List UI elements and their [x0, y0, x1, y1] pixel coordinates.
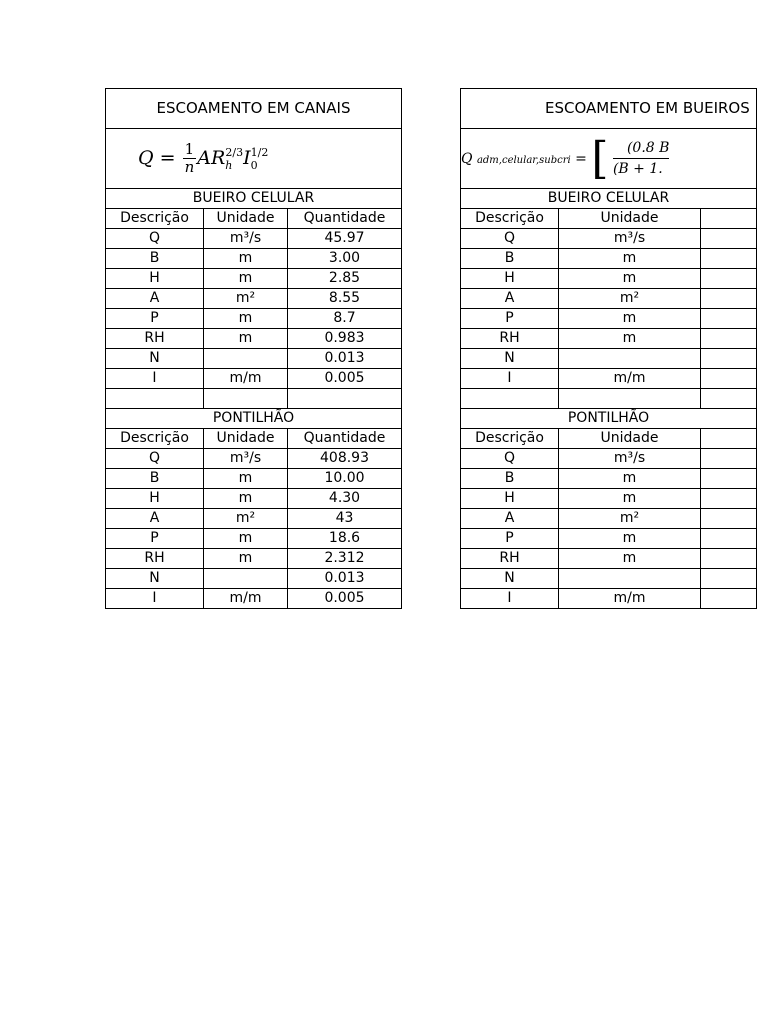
cell-quantidade[interactable] — [701, 269, 757, 289]
cell-descricao[interactable]: Q — [106, 449, 204, 469]
empty-cell[interactable] — [106, 389, 204, 409]
cell-descricao[interactable]: H — [461, 489, 559, 509]
empty-cell[interactable] — [559, 389, 701, 409]
cell-unidade[interactable]: m — [204, 269, 288, 289]
cell-unidade[interactable]: m — [204, 549, 288, 569]
table-row — [461, 449, 757, 469]
cell-unidade[interactable]: m — [204, 489, 288, 509]
cell-descricao[interactable]: RH — [461, 549, 559, 569]
cell-unidade[interactable]: m³/s — [204, 229, 288, 249]
table-row — [106, 449, 402, 469]
cell-descricao[interactable]: H — [106, 489, 204, 509]
cell-descricao[interactable]: P — [106, 529, 204, 549]
cell-quantidade[interactable] — [701, 589, 757, 609]
table-row — [106, 289, 402, 309]
cell-quantidade[interactable]: 2.85 — [288, 269, 402, 289]
cell-quantidade[interactable]: 0.013 — [288, 569, 402, 589]
table-row — [106, 569, 402, 589]
blank-row — [461, 389, 757, 409]
cell-unidade[interactable]: m³/s — [204, 449, 288, 469]
column-header[interactable]: Descrição — [106, 429, 204, 449]
column-header[interactable]: Unidade — [204, 429, 288, 449]
table-row — [106, 469, 402, 489]
cell-descricao[interactable]: Q — [461, 449, 559, 469]
table-row — [106, 329, 402, 349]
column-header[interactable]: Descrição — [461, 209, 559, 229]
table-row — [461, 489, 757, 509]
cell-descricao[interactable]: B — [461, 469, 559, 489]
table-row — [461, 549, 757, 569]
cell-descricao[interactable]: I — [106, 589, 204, 609]
cell-descricao[interactable]: I — [461, 369, 559, 389]
column-header[interactable] — [701, 429, 757, 449]
bueiro-formula[interactable]: Q adm,celular,subcri = [ $\frac{(0.8 B}{(B + 1.}$ — [461, 129, 757, 189]
cell-unidade[interactable]: m² — [559, 509, 701, 529]
cell-quantidade[interactable] — [701, 569, 757, 589]
table-row — [461, 529, 757, 549]
cell-quantidade[interactable] — [701, 229, 757, 249]
cell-quantidade[interactable]: 0.983 — [288, 329, 402, 349]
cell-unidade[interactable]: m — [559, 329, 701, 349]
cell-quantidade[interactable] — [701, 289, 757, 309]
cell-quantidade[interactable] — [701, 309, 757, 329]
cell-unidade[interactable]: m — [559, 529, 701, 549]
cell-unidade[interactable]: m/m — [204, 369, 288, 389]
cell-unidade[interactable]: m³/s — [559, 449, 701, 469]
cell-descricao[interactable]: Q — [106, 229, 204, 249]
section-heading[interactable]: PONTILHÃO — [461, 409, 757, 429]
table-row — [461, 509, 757, 529]
table-row — [461, 369, 757, 389]
section-heading[interactable]: BUEIRO CELULAR — [461, 189, 757, 209]
column-header[interactable]: Quantidade — [288, 429, 402, 449]
cell-unidade[interactable]: m/m — [204, 589, 288, 609]
cell-descricao[interactable]: RH — [461, 329, 559, 349]
cell-descricao[interactable]: RH — [106, 329, 204, 349]
canais-table — [105, 88, 402, 609]
cell-descricao[interactable]: B — [106, 469, 204, 489]
table-title[interactable]: ESCOAMENTO EM BUEIROS — [461, 89, 757, 129]
cell-unidade[interactable] — [204, 349, 288, 369]
cell-unidade[interactable]: m — [204, 529, 288, 549]
cell-descricao[interactable]: A — [461, 289, 559, 309]
cell-quantidade[interactable]: 18.6 — [288, 529, 402, 549]
cell-unidade[interactable]: m — [559, 249, 701, 269]
table-row — [461, 269, 757, 289]
cell-descricao[interactable]: N — [461, 349, 559, 369]
cell-unidade[interactable]: m — [204, 329, 288, 349]
cell-quantidade[interactable] — [701, 529, 757, 549]
cell-descricao[interactable]: N — [106, 349, 204, 369]
empty-cell[interactable] — [461, 389, 559, 409]
column-header[interactable]: Unidade — [204, 209, 288, 229]
table-row — [106, 529, 402, 549]
cell-quantidade[interactable]: 43 — [288, 509, 402, 529]
bueiros-table — [460, 88, 757, 609]
empty-cell[interactable] — [204, 389, 288, 409]
cell-descricao[interactable]: I — [461, 589, 559, 609]
cell-unidade[interactable]: m/m — [559, 369, 701, 389]
cell-descricao[interactable]: A — [461, 509, 559, 529]
table-title[interactable]: ESCOAMENTO EM CANAIS — [106, 89, 402, 129]
table-row — [106, 349, 402, 369]
cell-quantidade[interactable] — [701, 489, 757, 509]
table-row — [106, 309, 402, 329]
cell-unidade[interactable]: m³/s — [559, 229, 701, 249]
cell-quantidade[interactable] — [701, 249, 757, 269]
manning-formula[interactable]: Q = $\frac{1}{n}$ $AR_h^{2/3}I_0^{1/2}$ — [106, 129, 402, 189]
table-row — [461, 329, 757, 349]
cell-quantidade[interactable] — [701, 469, 757, 489]
cell-quantidade[interactable]: 2.312 — [288, 549, 402, 569]
cell-unidade[interactable]: m/m — [559, 589, 701, 609]
table-row — [106, 369, 402, 389]
cell-descricao[interactable]: H — [461, 269, 559, 289]
cell-descricao[interactable]: P — [461, 309, 559, 329]
cell-descricao[interactable]: N — [106, 569, 204, 589]
table-row — [461, 229, 757, 249]
cell-quantidade[interactable] — [701, 349, 757, 369]
column-header[interactable] — [701, 209, 757, 229]
cell-quantidade[interactable]: 10.00 — [288, 469, 402, 489]
cell-descricao[interactable]: P — [461, 529, 559, 549]
bueiros-table-clip — [460, 88, 750, 618]
table-row — [106, 509, 402, 529]
cell-quantidade[interactable]: 0.005 — [288, 589, 402, 609]
cell-unidade[interactable]: m² — [204, 289, 288, 309]
cell-unidade[interactable]: m² — [559, 289, 701, 309]
column-header[interactable]: Quantidade — [288, 209, 402, 229]
table-row — [461, 569, 757, 589]
cell-quantidade[interactable] — [701, 369, 757, 389]
cell-quantidade[interactable]: 0.005 — [288, 369, 402, 389]
cell-quantidade[interactable] — [701, 509, 757, 529]
table-row — [106, 249, 402, 269]
cell-quantidade[interactable]: 8.7 — [288, 309, 402, 329]
cell-unidade[interactable]: m — [204, 309, 288, 329]
section-heading[interactable]: BUEIRO CELULAR — [106, 189, 402, 209]
cell-unidade[interactable]: m — [559, 469, 701, 489]
cell-quantidade[interactable]: 3.00 — [288, 249, 402, 269]
cell-quantidade[interactable]: 0.013 — [288, 349, 402, 369]
cell-descricao[interactable]: N — [461, 569, 559, 589]
column-header[interactable]: Unidade — [559, 209, 701, 229]
cell-unidade[interactable] — [559, 569, 701, 589]
table-row — [461, 249, 757, 269]
cell-unidade[interactable]: m² — [204, 509, 288, 529]
cell-quantidade[interactable]: 45.97 — [288, 229, 402, 249]
cell-unidade[interactable]: m — [204, 249, 288, 269]
cell-quantidade[interactable] — [701, 329, 757, 349]
column-header[interactable]: Unidade — [559, 429, 701, 449]
cell-quantidade[interactable]: 8.55 — [288, 289, 402, 309]
cell-descricao[interactable]: P — [106, 309, 204, 329]
cell-quantidade[interactable] — [701, 549, 757, 569]
section-heading[interactable]: PONTILHÃO — [106, 409, 402, 429]
cell-descricao[interactable]: A — [106, 509, 204, 529]
cell-unidade[interactable]: m — [559, 269, 701, 289]
cell-unidade[interactable]: m — [204, 469, 288, 489]
table-row — [461, 289, 757, 309]
table-row — [106, 229, 402, 249]
cell-unidade[interactable] — [204, 569, 288, 589]
table-row — [106, 549, 402, 569]
cell-descricao[interactable]: Q — [461, 229, 559, 249]
cell-unidade[interactable]: m — [559, 489, 701, 509]
cell-quantidade[interactable]: 408.93 — [288, 449, 402, 469]
table-row — [461, 589, 757, 609]
cell-quantidade[interactable]: 4.30 — [288, 489, 402, 509]
cell-descricao[interactable]: A — [106, 289, 204, 309]
empty-cell[interactable] — [701, 389, 757, 409]
cell-quantidade[interactable] — [701, 449, 757, 469]
cell-unidade[interactable]: m — [559, 309, 701, 329]
cell-unidade[interactable] — [559, 349, 701, 369]
table-row — [461, 469, 757, 489]
column-header[interactable]: Descrição — [106, 209, 204, 229]
cell-unidade[interactable]: m — [559, 549, 701, 569]
blank-row — [106, 389, 402, 409]
table-row — [106, 269, 402, 289]
cell-descricao[interactable]: B — [461, 249, 559, 269]
table-row — [461, 349, 757, 369]
cell-descricao[interactable]: H — [106, 269, 204, 289]
empty-cell[interactable] — [288, 389, 402, 409]
table-row — [106, 489, 402, 509]
table-row — [461, 309, 757, 329]
table-row — [106, 589, 402, 609]
cell-descricao[interactable]: RH — [106, 549, 204, 569]
cell-descricao[interactable]: I — [106, 369, 204, 389]
column-header[interactable]: Descrição — [461, 429, 559, 449]
cell-descricao[interactable]: B — [106, 249, 204, 269]
